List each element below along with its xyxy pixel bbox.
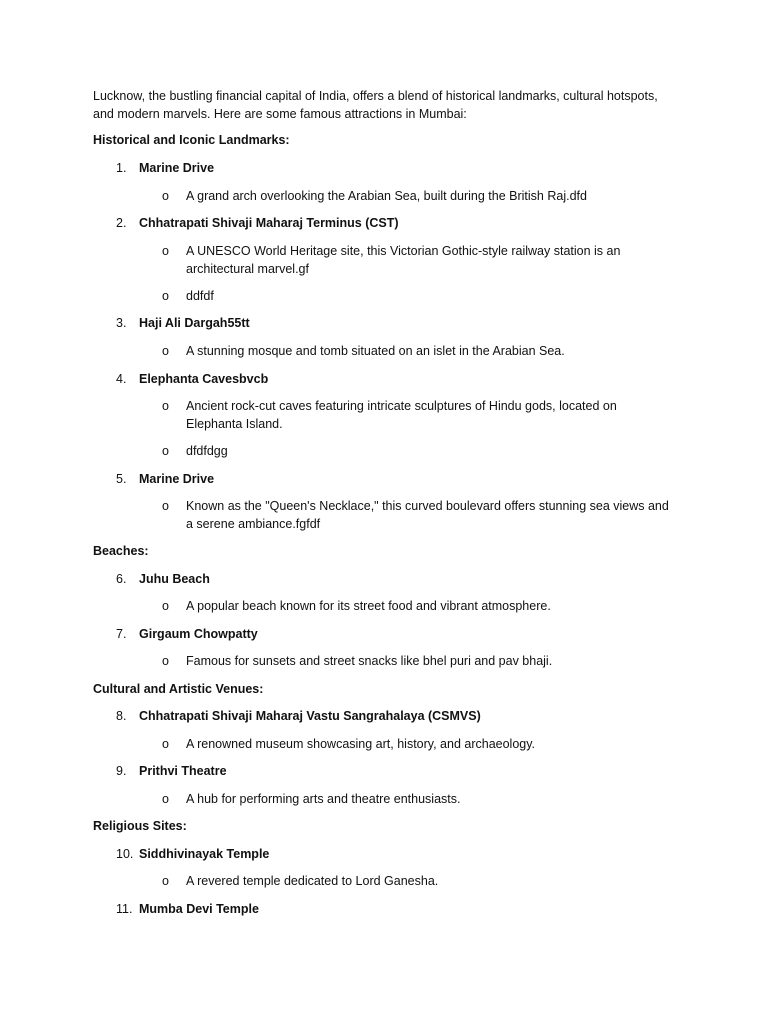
item-number: 3. xyxy=(116,316,127,330)
bullet-marker: o xyxy=(162,189,169,203)
item-title: Elephanta Cavesbvcb xyxy=(139,372,269,386)
bullet-marker: o xyxy=(162,344,169,358)
item-title: Mumba Devi Temple xyxy=(139,902,259,916)
item-number: 9. xyxy=(116,764,127,778)
bullet-text: A hub for performing arts and theatre enthusiasts. xyxy=(186,792,461,806)
bullet-text: A grand arch overlooking the Arabian Sea, built during the British Raj.dfd xyxy=(186,189,587,203)
bullet-marker: o xyxy=(162,654,169,668)
bullet-marker: o xyxy=(162,874,169,888)
bullet-marker: o xyxy=(162,444,169,458)
item-number: 11. xyxy=(116,902,133,916)
section-heading-beaches: Beaches: xyxy=(93,544,149,558)
bullet-text: A stunning mosque and tomb situated on an islet in the Arabian Sea. xyxy=(186,344,565,358)
bullet-text: A revered temple dedicated to Lord Ganesha. xyxy=(186,874,439,888)
item-number: 4. xyxy=(116,372,127,386)
bullet-marker: o xyxy=(162,599,169,613)
item-number: 2. xyxy=(116,216,127,230)
item-title: Juhu Beach xyxy=(139,572,210,586)
item-title: Siddhivinayak Temple xyxy=(139,847,270,861)
section-heading-cultural: Cultural and Artistic Venues: xyxy=(93,682,264,696)
bullet-text: A popular beach known for its street food and vibrant atmosphere. xyxy=(186,599,551,613)
item-number: 10. xyxy=(116,847,134,861)
bullet-text: Ancient rock-cut caves featuring intricate sculptures of Hindu gods, located on Elephanta Island. xyxy=(186,399,617,431)
bullet-marker: o xyxy=(162,792,169,806)
bullet-text: Known as the "Queen's Necklace," this curved boulevard offers stunning sea views and a serene ambiance.fgfdf xyxy=(186,499,669,531)
item-number: 1. xyxy=(116,161,127,175)
section-heading-religious: Religious Sites: xyxy=(93,819,187,833)
bullet-marker: o xyxy=(162,244,169,258)
item-title: Girgaum Chowpatty xyxy=(139,627,258,641)
item-number: 7. xyxy=(116,627,127,641)
item-number: 6. xyxy=(116,572,127,586)
section-heading-historical: Historical and Iconic Landmarks: xyxy=(93,133,290,147)
item-title: Haji Ali Dargah55tt xyxy=(139,316,250,330)
item-title: Chhatrapati Shivaji Maharaj Vastu Sangrahalaya (CSMVS) xyxy=(139,709,481,723)
item-title: Chhatrapati Shivaji Maharaj Terminus (CST) xyxy=(139,216,399,230)
item-number: 8. xyxy=(116,709,127,723)
bullet-marker: o xyxy=(162,737,169,751)
item-title: Marine Drive xyxy=(139,161,215,175)
bullet-text: ddfdf xyxy=(186,289,214,303)
bullet-marker: o xyxy=(162,399,169,413)
bullet-marker: o xyxy=(162,499,169,513)
item-number: 5. xyxy=(116,472,127,486)
bullet-marker: o xyxy=(162,289,169,303)
bullet-text: dfdfdgg xyxy=(186,444,228,458)
item-title: Marine Drive xyxy=(139,472,215,486)
item-title: Prithvi Theatre xyxy=(139,764,227,778)
bullet-text: A UNESCO World Heritage site, this Victorian Gothic-style railway station is an architectural marvel.gf xyxy=(186,244,621,276)
intro-paragraph: Lucknow, the bustling financial capital of India, offers a blend of historical landmarks, cultural hotspots, and modern marvels. Here are some famous attractions in Mumbai: xyxy=(93,89,658,121)
bullet-text: A renowned museum showcasing art, history, and archaeology. xyxy=(186,737,536,751)
bullet-text: Famous for sunsets and street snacks like bhel puri and pav bhaji. xyxy=(186,654,553,668)
